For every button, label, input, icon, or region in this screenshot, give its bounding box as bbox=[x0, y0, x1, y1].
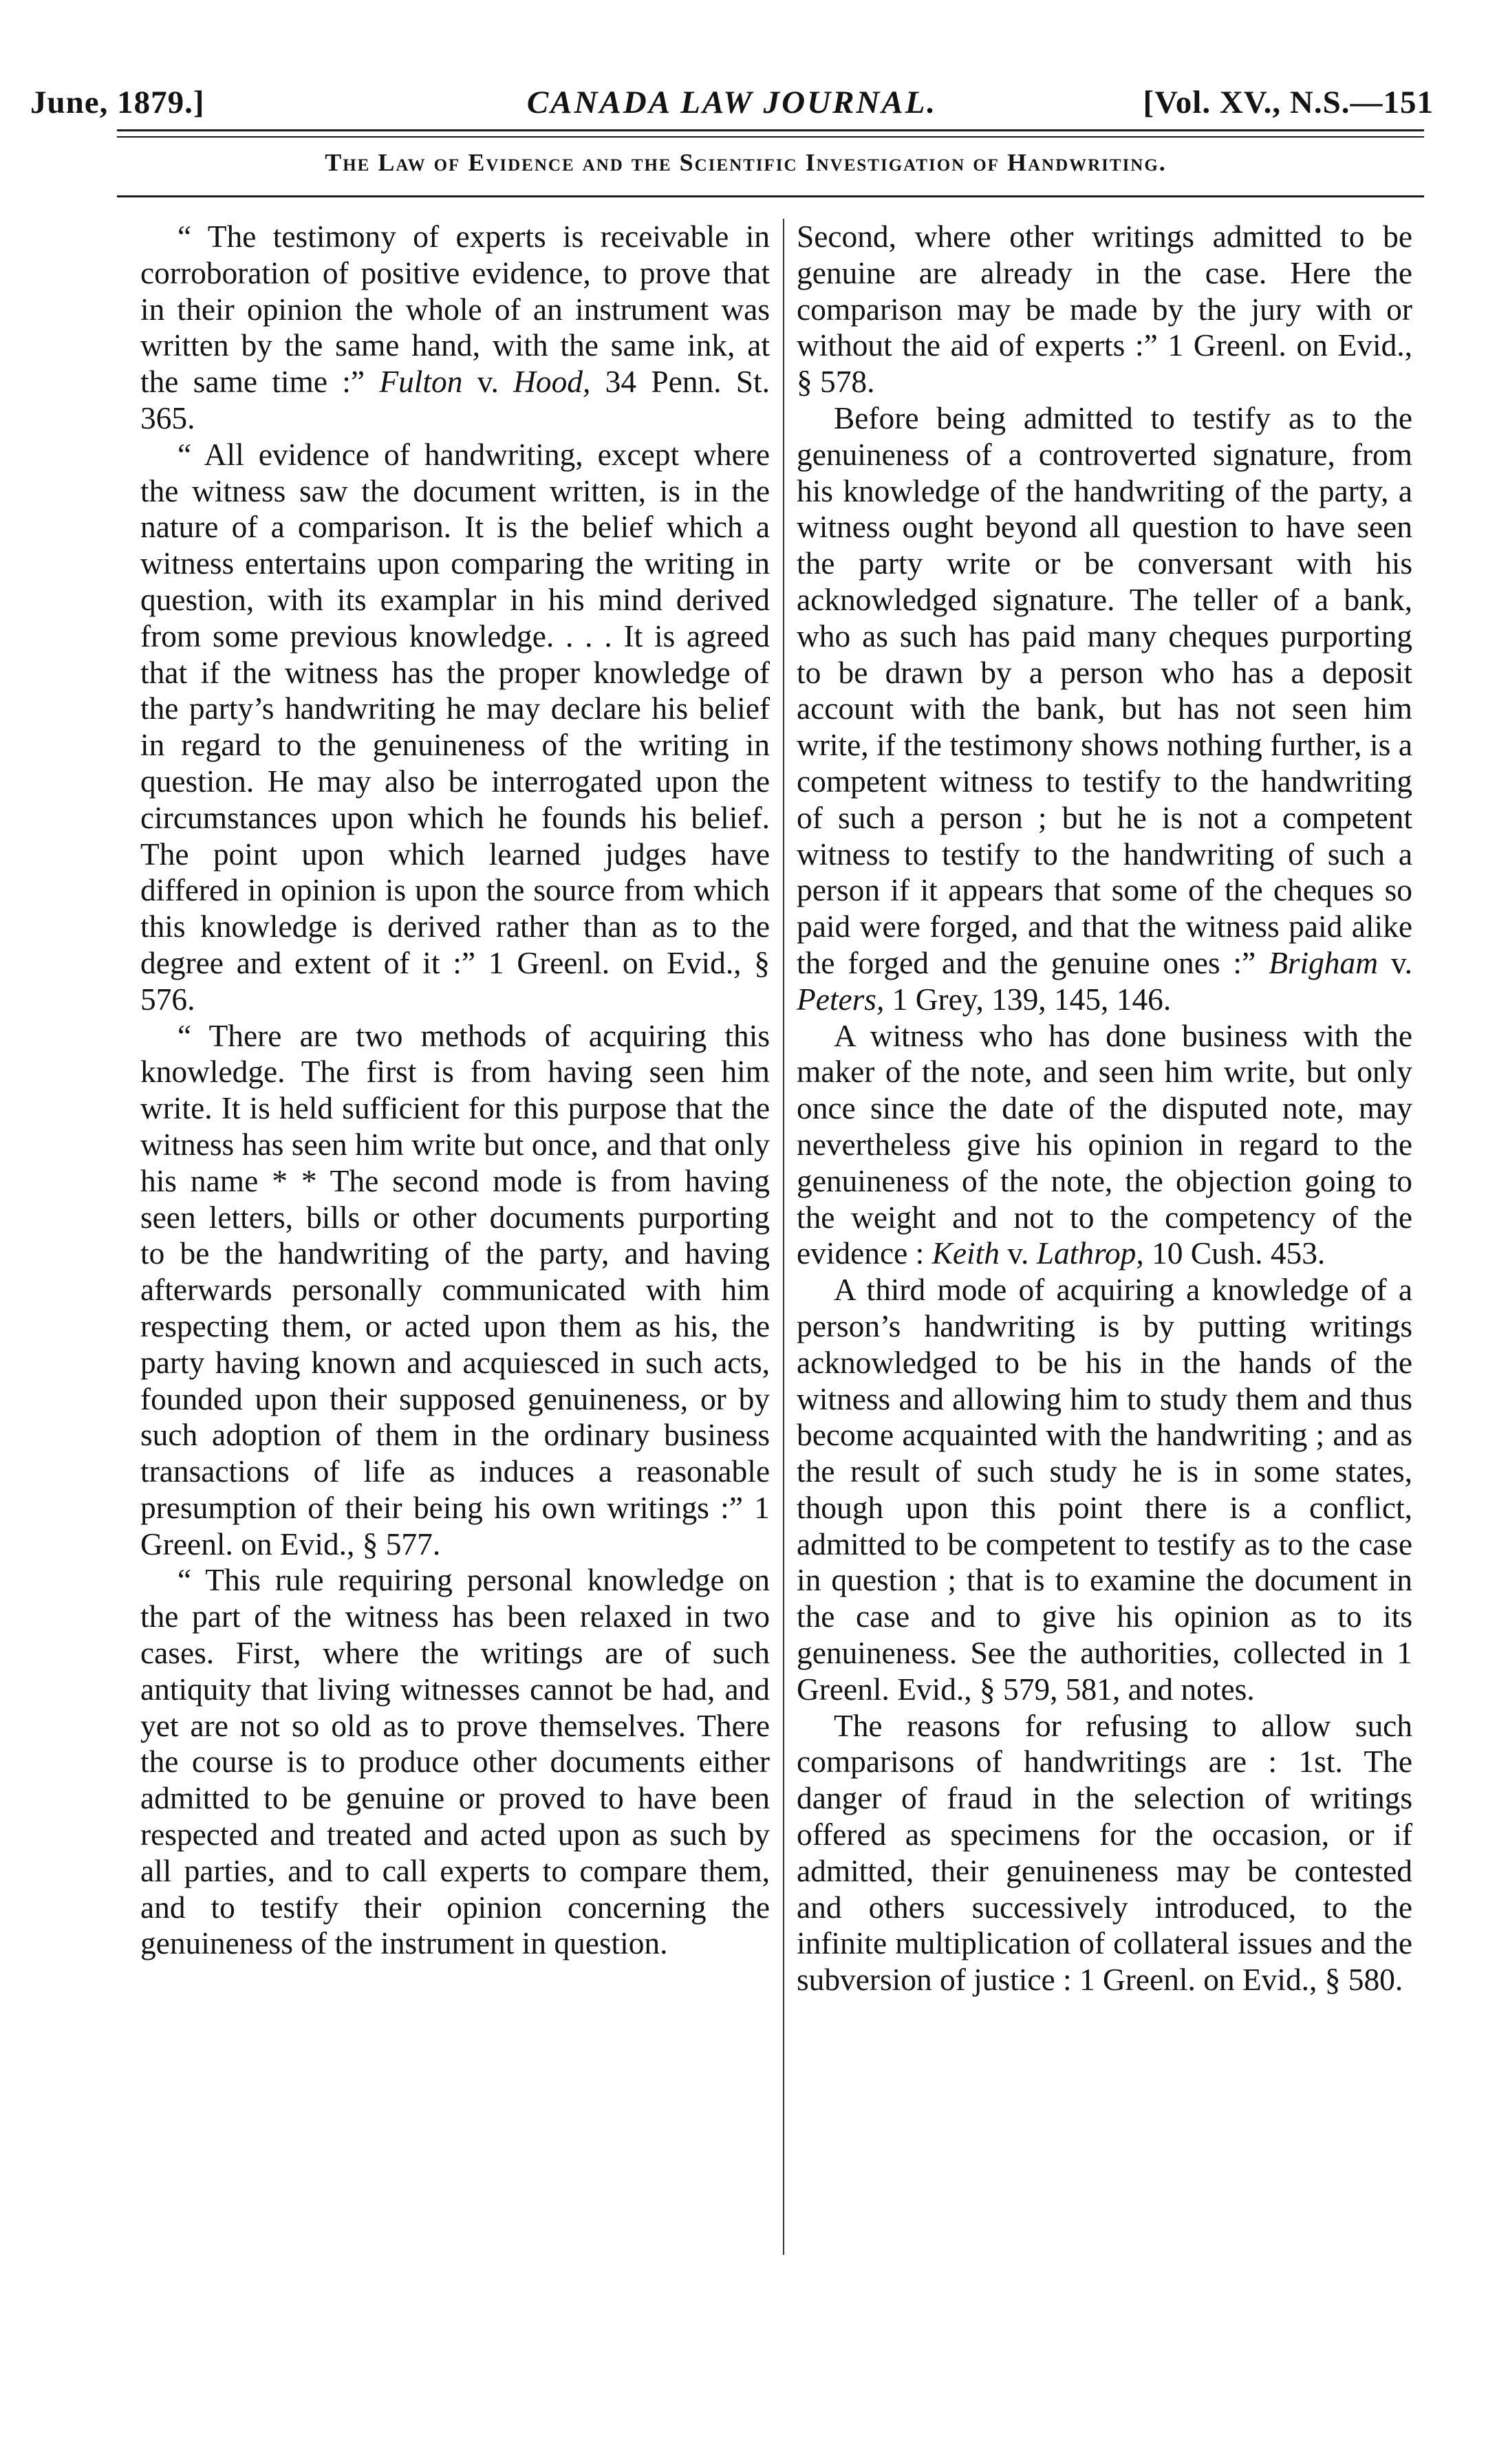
paragraph-text: 10 Cush. 453. bbox=[1143, 1236, 1326, 1271]
volume-page: [Vol. XV., N.S.—151 bbox=[1143, 85, 1434, 120]
paragraph bbox=[140, 1562, 770, 1962]
paragraph-text: Before being admitted to testify as to the genuineness of a controverted signature, from his knowledge of the handwriting of the party, a witness ought beyond all question to have seen the party write or be conversant with his acknowledged signature. The teller of a bank, who as such has paid many cheques purporting to be drawn by a person who has a deposit account with the bank, but has not seen him write, if the testimony shows nothing further, is a competent witness to testify to the handwriting of such a person ; but he is not a competent witness to testify to the handwriting of such a person if it appears that some of the cheques so paid were forged, and that the witness paid alike the forged and the genuine ones :” bbox=[797, 400, 1412, 980]
article-title: The Law of Evidence and the Scientific Investigation of Handwriting. bbox=[325, 149, 1167, 176]
paragraph bbox=[797, 400, 1412, 1018]
journal-title: CANADA LAW JOURNAL. bbox=[526, 85, 938, 120]
paragraph bbox=[797, 1018, 1412, 1273]
paragraph bbox=[797, 219, 1412, 400]
paragraph-text: 34 Penn. St. 365. bbox=[140, 365, 770, 435]
paragraph-text: A witness who has done business with the maker of the note, and seen him write, but only once since the date of the disputed note, may nevertheless give his opinion in regard to the genuineness of the note, the objection going to the weight and not to the competency of the evidence : bbox=[797, 1018, 1412, 1271]
paragraph-text: v. bbox=[999, 1236, 1037, 1271]
paragraph-text: “ There are two methods of acquiring this knowledge. The first is from having seen him write. It is held sufficient for this purpose that the witness has seen him write but once, and that only his name * * The second mode is from having seen letters, bills or other documents purporting to be the handwriting of the party, and having afterwards personally communicated with him respecting them, or acted upon them as his, the party having known and acquiesced in such acts, founded upon their supposed genuineness, or by such adoption of them in the ordinary business transactions of life as induces a reasonable presumption of their being his own writings :” 1 Greenl. on Evid., § 577. bbox=[140, 1018, 770, 1561]
paragraph-text: Second, where other writings admitted to be genuine are already in the case. Here the comparison may be made by the jury with or without the aid of experts :” 1 Greenl. on Evid., § 578. bbox=[797, 219, 1412, 400]
paragraph-text: The reasons for refusing to allow such comparisons of handwritings are : 1st. The danger of fraud in the selection of writings offered as specimens for the occasion, or if admitted, their genuineness may be contested and others successively introduced, to the infinite multiplication of collateral issues and the subversion of justice : 1 Greenl. on Evid., § 580. bbox=[797, 1708, 1412, 1998]
paragraph bbox=[140, 437, 770, 1018]
header-rule-bottom bbox=[117, 136, 1424, 138]
paragraph bbox=[797, 1708, 1412, 1998]
paragraph-text: A third mode of acquiring a knowledge of a person’s handwriting is by putting writings acknowledged to be his in the hands of the witness and allowing him to study them and thus become acquainted with the handwriting ; and as the result of such study he is in some states, though upon this point there is a conflict, admitted to be competent to testify as to the case in question ; that is to examine the document in the case and to give his opinion as to its genuineness. See the authorities, collected in 1 Greenl. Evid., § 579, 581, and notes. bbox=[797, 1273, 1412, 1707]
right-column bbox=[797, 219, 1412, 1998]
paragraph bbox=[140, 1018, 770, 1563]
case-citation: Lathrop, bbox=[1036, 1236, 1144, 1271]
paragraph bbox=[140, 219, 770, 437]
case-citation: Keith bbox=[932, 1236, 1000, 1271]
paragraph-text: 1 Grey, 139, 145, 146. bbox=[884, 982, 1172, 1017]
column-divider bbox=[783, 219, 784, 2255]
left-column bbox=[140, 219, 770, 1962]
paragraph-text: “ All evidence of handwriting, except where the witness saw the document written, is in the nature of a comparison. It is the belief which a witness entertains upon comparing the writing in question, with its examplar in his mind derived from some previous knowledge. . . . It is agreed that if the witness has the proper knowledge of the party’s handwriting he may declare his belief in regard to the genuineness of the writing in question. He may also be interrogated upon the circumstances upon which he founds his belief. The point upon which learned judges have differed in opinion is upon the source from which this knowledge is derived rather than as to the degree and extent of it :” 1 Greenl. on Evid., § 576. bbox=[140, 437, 770, 1017]
running-header bbox=[30, 74, 1434, 129]
case-citation: Fulton bbox=[379, 365, 463, 400]
paragraph-text: v. bbox=[1377, 945, 1412, 980]
case-citation: Hood, bbox=[513, 365, 591, 400]
paragraph bbox=[797, 1272, 1412, 1708]
paragraph-text: v. bbox=[462, 365, 514, 400]
case-citation: Peters, bbox=[797, 982, 885, 1017]
case-citation: Brigham bbox=[1269, 945, 1378, 980]
title-rule bbox=[117, 195, 1424, 197]
paragraph-text: “ The testimony of experts is receivable in corroboration of positive evidence, to prove that in their opinion the whole of an instrument was written by the same hand, with the same ink, at the same time :” bbox=[140, 219, 770, 400]
header-date: June, 1879.] bbox=[30, 85, 205, 120]
paragraph-text: “ This rule requiring personal knowledge on the part of the witness has been relaxed in two cases. First, where the writings are of such antiquity that living witnesses cannot be had, and yet are not so old as to prove themselves. There the course is to produce other documents either admitted to be genuine or proved to have been respected and treated and acted upon as such by all parties, and to call experts to compare them, and to testify their opinion concerning the genuineness of the instrument in question. bbox=[140, 1563, 770, 1961]
header-rule-top bbox=[117, 129, 1424, 131]
